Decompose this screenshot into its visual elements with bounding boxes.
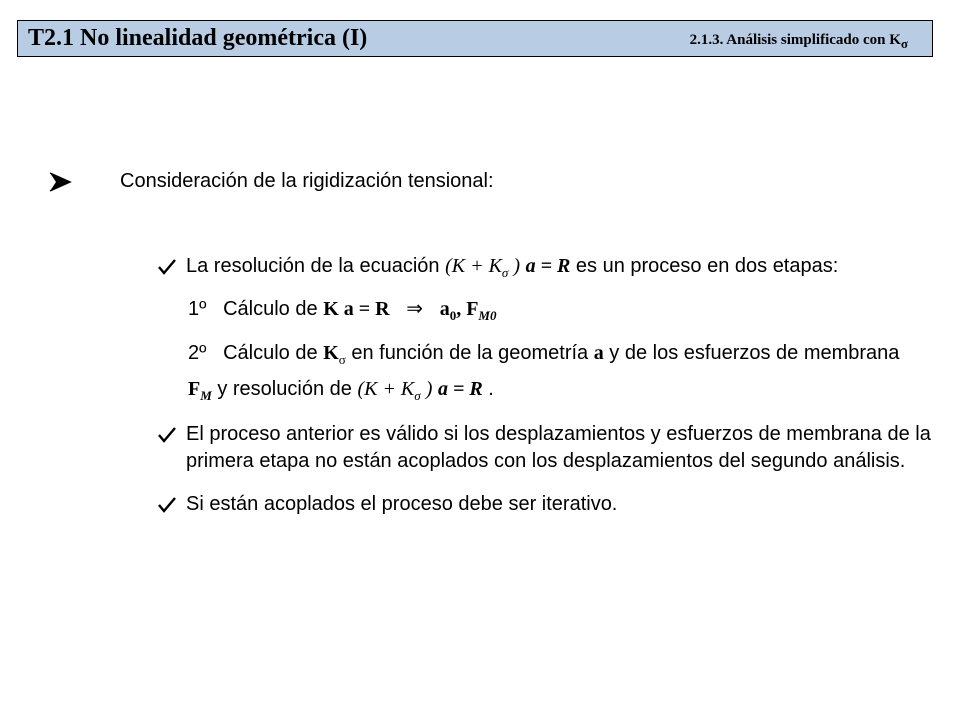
arrow-bullet-icon bbox=[48, 171, 72, 193]
f-m: $F_M$ bbox=[188, 378, 212, 403]
checkmark-icon bbox=[158, 426, 176, 444]
step1-line: 1º Cálculo de K a = R ⇒ $a_0$, $F_{M0}$ bbox=[188, 298, 497, 323]
bullet2-line2: primera etapa no están acoplados con los desplazamientos del segundo análisis. bbox=[186, 450, 906, 472]
k-sigma: $K_\sigma$ bbox=[323, 342, 346, 367]
step1-result: $a_0$, $F_{M0}$ bbox=[439, 298, 497, 323]
section-subtitle: 2.1.3. Análisis simplificado con $K_\sigma$ bbox=[689, 32, 908, 51]
slide-header bbox=[17, 20, 933, 57]
step2-line1: 2º Cálculo de $K_\sigma$ en función de la geometría a y de los esfuerzos de membrana bbox=[188, 342, 900, 367]
bullet1-line: La resolución de la ecuación ($K + K_\sigma$ ) a = R es un proceso en dos etapas: bbox=[186, 255, 839, 280]
step2-line2: $F_M$ y resolución de ($K + K_\sigma$ ) a = R . bbox=[188, 378, 494, 403]
bullet2-line1: El proceso anterior es válido si los desplazamientos y esfuerzos de membrana de la bbox=[186, 423, 931, 445]
implies-arrow: ⇒ bbox=[406, 298, 424, 320]
bullet1-equation: ($K + K_\sigma$ ) bbox=[445, 255, 521, 280]
step1-formula: K a = R bbox=[323, 298, 390, 320]
slide-title: T2.1 No linealidad geométrica (I) bbox=[28, 25, 368, 51]
bullet3-line: Si están acoplados el proceso debe ser iterativo. bbox=[186, 493, 618, 515]
step2-equation: ($K + K_\sigma$ ) bbox=[357, 378, 433, 403]
checkmark-icon bbox=[158, 258, 176, 276]
sigma-subscript: σ bbox=[900, 36, 908, 51]
section-heading: Consideración de la rigidización tensional: bbox=[120, 170, 494, 192]
checkmark-icon bbox=[158, 496, 176, 514]
